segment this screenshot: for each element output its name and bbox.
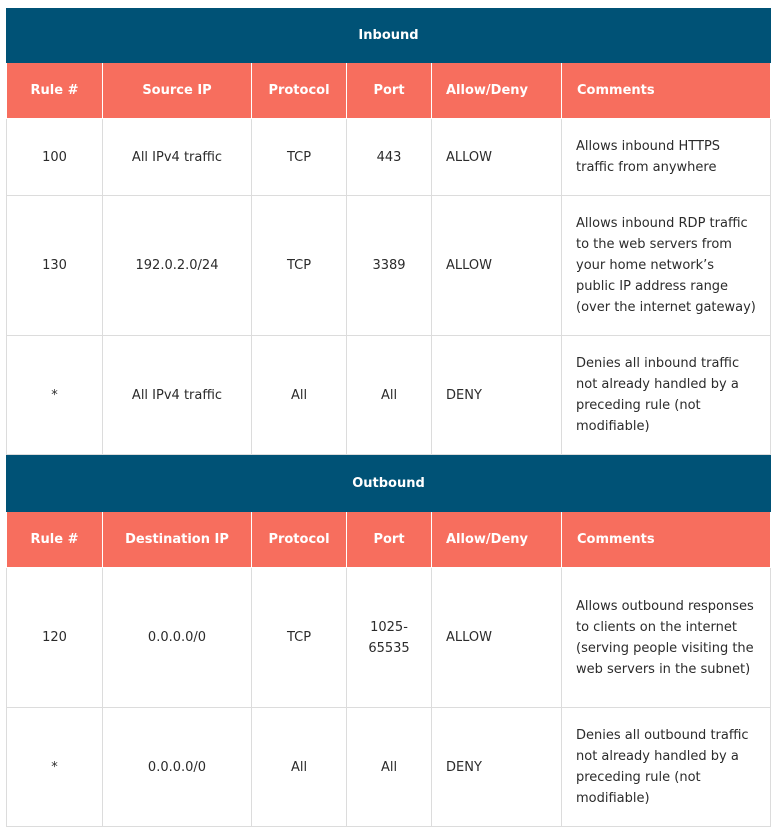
rule-number-cell: 130 [7, 196, 103, 336]
rule-number-cell: 100 [7, 119, 103, 196]
table-row [7, 708, 771, 827]
rule-number-cell: * [7, 336, 103, 455]
protocol-cell: TCP [252, 568, 347, 708]
table-row [7, 336, 771, 455]
outbound-title: Outbound [7, 455, 771, 512]
protocol-cell: All [252, 708, 347, 827]
source-ip-cell: 192.0.2.0/24 [103, 196, 252, 336]
table-row [7, 568, 771, 708]
protocol-cell: All [252, 336, 347, 455]
network-acl-table [6, 8, 771, 827]
inbound-section-header [7, 9, 771, 63]
header-allow-deny: Allow/Deny [432, 512, 562, 568]
header-port: Port [347, 512, 432, 568]
port-cell: 3389 [347, 196, 432, 336]
header-source-ip: Source IP [103, 63, 252, 119]
header-rule-number: Rule # [7, 63, 103, 119]
port-cell: All [347, 336, 432, 455]
rule-number-cell: * [7, 708, 103, 827]
header-comments: Comments [562, 63, 771, 119]
destination-ip-cell: 0.0.0.0/0 [103, 708, 252, 827]
comment-cell: Allows inbound RDP traffic to the web servers from your home network’s public IP address range (over the internet gateway) [562, 196, 771, 336]
protocol-cell: TCP [252, 119, 347, 196]
outbound-section-header [7, 455, 771, 512]
allow-deny-cell: ALLOW [432, 119, 562, 196]
destination-ip-cell: 0.0.0.0/0 [103, 568, 252, 708]
comment-cell: Denies all outbound traffic not already handled by a preceding rule (not modifiable) [562, 708, 771, 827]
header-protocol: Protocol [252, 512, 347, 568]
header-destination-ip: Destination IP [103, 512, 252, 568]
outbound-column-headers [7, 512, 771, 568]
protocol-cell: TCP [252, 196, 347, 336]
header-protocol: Protocol [252, 63, 347, 119]
comment-cell: Allows inbound HTTPS traffic from anywhere [562, 119, 771, 196]
port-cell: All [347, 708, 432, 827]
port-cell: 443 [347, 119, 432, 196]
inbound-column-headers [7, 63, 771, 119]
comment-cell: Denies all inbound traffic not already handled by a preceding rule (not modifiable) [562, 336, 771, 455]
allow-deny-cell: DENY [432, 708, 562, 827]
header-comments: Comments [562, 512, 771, 568]
table-row [7, 119, 771, 196]
header-allow-deny: Allow/Deny [432, 63, 562, 119]
rule-number-cell: 120 [7, 568, 103, 708]
inbound-title: Inbound [7, 9, 771, 63]
allow-deny-cell: DENY [432, 336, 562, 455]
header-rule-number: Rule # [7, 512, 103, 568]
allow-deny-cell: ALLOW [432, 568, 562, 708]
table-row [7, 196, 771, 336]
port-cell: 1025-65535 [347, 568, 432, 708]
header-port: Port [347, 63, 432, 119]
source-ip-cell: All IPv4 traffic [103, 336, 252, 455]
allow-deny-cell: ALLOW [432, 196, 562, 336]
source-ip-cell: All IPv4 traffic [103, 119, 252, 196]
comment-cell: Allows outbound responses to clients on the internet (serving people visiting the web servers in the subnet) [562, 568, 771, 708]
